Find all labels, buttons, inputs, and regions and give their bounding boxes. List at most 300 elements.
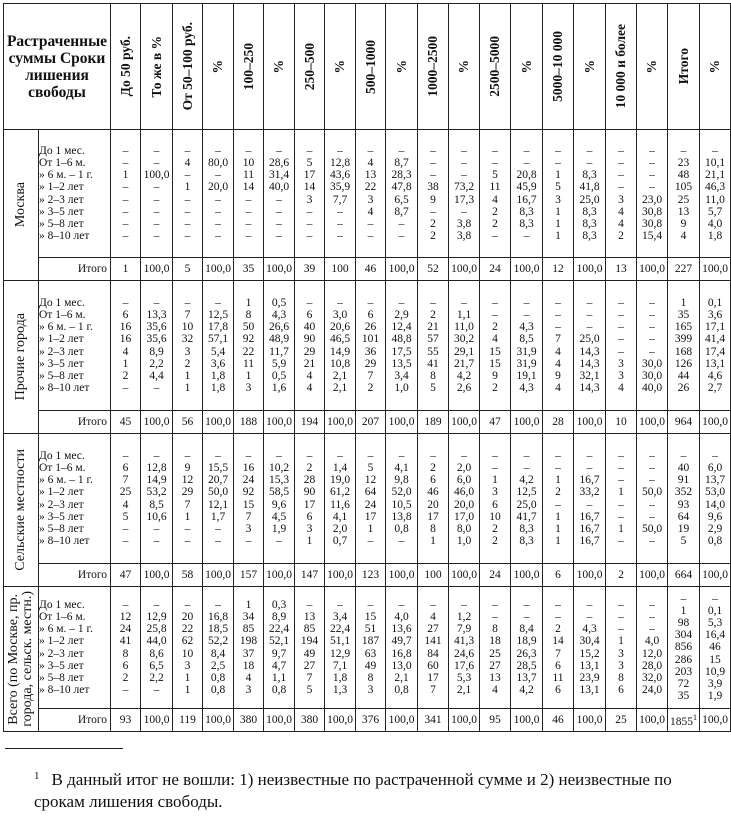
column-header [700, 4, 731, 130]
value-cell: 2,2 [149, 357, 164, 370]
value-column [637, 587, 668, 709]
value-cell: 2,6 [456, 382, 472, 395]
value-cell: 8,5 [149, 498, 164, 511]
total-cell [141, 564, 173, 587]
value-cell: 32 [181, 333, 194, 346]
value-cell: 19,1 [516, 369, 537, 382]
value-cell: 2,0 [456, 461, 472, 474]
value-cell: – [184, 217, 191, 230]
value-cell: – [215, 230, 221, 243]
value-cell: – [555, 461, 561, 474]
value-cell: 1,8 [210, 382, 226, 395]
value-cell: – [122, 522, 129, 535]
value-cell: 7 [122, 474, 129, 487]
value-cell: 44,0 [146, 635, 167, 648]
value-cell: 12,0 [641, 647, 663, 660]
value-cell: 6 [122, 659, 129, 672]
value-cell: 856 [674, 641, 693, 654]
value-cell: 6,5 [149, 659, 164, 672]
value-column [637, 281, 668, 411]
value-cell: 13 [677, 205, 690, 218]
value-cell: 8,5 [519, 333, 534, 346]
value-cell: 6 [306, 510, 313, 523]
term-label: » 6 м. – 1 г. [39, 169, 93, 182]
value-cell: 1 [555, 169, 561, 182]
value-cell: 4 [618, 205, 624, 218]
value-cell: 15 [364, 610, 377, 623]
value-cell: 1,2 [456, 610, 472, 623]
value-cell: 9 [184, 461, 191, 474]
total-cell [264, 258, 295, 281]
value-cell: 27 [489, 659, 501, 672]
value-cell: 7 [184, 498, 191, 511]
total-cell [356, 258, 386, 281]
value-cell: – [184, 144, 191, 157]
value-column [356, 434, 386, 564]
value-cell: 8 [122, 647, 129, 660]
value-cell: 16,8 [207, 610, 229, 623]
footnote-rule [5, 748, 123, 749]
term-label: » 3–5 лет [39, 510, 84, 523]
value-cell: 29 [364, 357, 377, 370]
value-cell: 44 [677, 369, 690, 382]
value-cell: 14 [303, 181, 316, 194]
total-value: 964 [674, 416, 693, 428]
value-cell: 4 [430, 610, 436, 623]
total-value: 207 [361, 416, 380, 428]
total-value: 100,0 [451, 569, 477, 581]
value-cell: 15 [489, 357, 501, 370]
term-label: » 8–10 лет [39, 684, 90, 697]
value-cell: – [555, 156, 561, 169]
value-cell: 47,8 [391, 181, 412, 194]
value-cell: 4 [492, 684, 498, 697]
total-cell [543, 411, 574, 434]
value-cell: 3 [245, 522, 252, 535]
value-cell: 16 [119, 321, 132, 334]
value-cell: – [153, 193, 160, 206]
value-cell: 17,4 [704, 345, 726, 358]
total-value: 100,0 [388, 714, 415, 726]
column-header-label: От 50–100 руб. [179, 22, 195, 111]
value-cell: 2 [430, 461, 436, 474]
total-cell [449, 709, 480, 732]
value-cell: 20,8 [516, 169, 537, 182]
value-cell: 9,6 [271, 498, 287, 511]
total-cell [480, 564, 511, 587]
value-cell: 49,7 [391, 635, 412, 648]
total-value: 100,0 [513, 263, 540, 275]
value-cell: – [184, 598, 191, 611]
value-cell: – [306, 598, 313, 611]
value-cell: 4,0 [394, 610, 409, 623]
value-cell: 16,7 [579, 510, 600, 523]
total-value: 100,0 [702, 416, 728, 428]
value-cell: 4 [680, 230, 687, 243]
total-value: 100,0 [266, 714, 292, 726]
value-cell: – [184, 230, 191, 243]
value-cell: 4,3 [519, 382, 534, 395]
total-cell [449, 258, 480, 281]
value-cell: 10,9 [704, 665, 726, 678]
value-cell: 4 [306, 369, 313, 382]
value-cell: 36 [364, 345, 377, 358]
value-cell: 5 [306, 156, 313, 169]
value-cell: – [430, 156, 436, 169]
value-cell: 13,5 [391, 357, 412, 370]
value-cell: 13,1 [704, 357, 726, 370]
total-cell [606, 258, 637, 281]
value-cell: – [618, 296, 624, 309]
value-column [480, 587, 511, 709]
total-value: 188 [239, 416, 258, 428]
value-cell: – [215, 217, 221, 230]
value-cell: – [398, 144, 405, 157]
value-cell: 20,0 [453, 498, 475, 511]
value-cell: 8,3 [582, 169, 597, 182]
value-cell: 4,1 [394, 461, 409, 474]
value-cell: 1,8 [210, 369, 226, 382]
value-cell: – [337, 230, 343, 243]
value-cell: 6 [618, 684, 624, 697]
value-cell: 2,1 [394, 671, 409, 684]
value-cell: – [492, 296, 498, 309]
total-value: 664 [674, 569, 693, 581]
value-cell: – [153, 205, 160, 218]
total-value: 100 [331, 263, 349, 275]
value-cell: – [555, 321, 561, 334]
value-cell: 4,3 [519, 321, 534, 334]
column-header [141, 4, 173, 130]
value-cell: 1,9 [271, 522, 287, 535]
value-cell: – [184, 449, 191, 462]
value-column [700, 130, 731, 258]
value-cell: 0,8 [707, 535, 723, 548]
value-cell: 55 [427, 345, 439, 358]
total-cell [173, 258, 203, 281]
total-cell [173, 411, 203, 434]
total-cell [700, 709, 731, 732]
value-cell: 5 [306, 684, 313, 697]
value-cell: 5,3 [707, 617, 723, 630]
value-cell: – [618, 169, 624, 182]
value-cell: – [492, 144, 498, 157]
value-cell: 8 [430, 369, 436, 382]
value-cell: 1,0 [394, 382, 409, 395]
value-column [480, 281, 511, 411]
value-column [264, 587, 295, 709]
value-cell: 2 [122, 671, 129, 684]
total-value: 1 [122, 263, 129, 275]
value-cell: 17,3 [453, 193, 475, 206]
term-label: От 1–6 м. [39, 308, 86, 321]
value-column [325, 587, 356, 709]
term-label: » 3–5 лет [39, 205, 84, 218]
total-value: 100,0 [388, 569, 415, 581]
column-header [234, 4, 264, 130]
value-cell: 9,8 [394, 474, 409, 487]
value-cell: 1,7 [210, 510, 226, 523]
region-label [4, 434, 39, 587]
value-cell: 16,7 [579, 522, 600, 535]
value-column [141, 130, 173, 258]
total-cell [295, 411, 325, 434]
value-cell: 41 [119, 635, 132, 648]
value-cell: 12,4 [391, 321, 412, 334]
value-cell: 3,4 [332, 610, 348, 623]
value-column [295, 130, 325, 258]
value-cell: 2 [618, 230, 624, 243]
total-cell [203, 564, 234, 587]
value-cell: 10,1 [704, 156, 726, 169]
value-cell: – [367, 598, 374, 611]
value-cell: 5 [492, 169, 498, 182]
value-cell: 29,1 [453, 345, 475, 358]
term-label: До 1 мес. [39, 144, 85, 157]
total-cell [356, 709, 386, 732]
section-data-row [4, 281, 731, 411]
value-cell: – [618, 598, 624, 611]
value-cell: 0,5 [271, 369, 287, 382]
value-cell: 40 [303, 321, 316, 334]
value-cell: 28,3 [391, 169, 412, 182]
value-cell: 30,2 [453, 333, 475, 346]
value-cell: 1 [555, 474, 561, 487]
value-cell: 1 [492, 474, 498, 487]
section-total-row [4, 411, 731, 434]
value-cell: 10,5 [391, 498, 412, 511]
value-cell: 23,0 [641, 193, 663, 206]
value-cell: 6 [492, 498, 498, 511]
total-cell [574, 709, 606, 732]
value-column [203, 587, 234, 709]
total-cell [325, 709, 356, 732]
value-cell: – [649, 333, 655, 346]
value-column [668, 281, 700, 411]
value-cell: 60 [427, 659, 439, 672]
total-value: 100,0 [639, 714, 665, 726]
value-column [295, 281, 325, 411]
total-value: 39 [303, 263, 316, 275]
total-cell [543, 258, 574, 281]
value-cell: – [337, 217, 343, 230]
value-cell: 52,1 [268, 635, 290, 648]
region-label-text: Прочие города [12, 313, 28, 401]
value-cell: 5,3 [456, 671, 472, 684]
value-cell: 4 [306, 382, 313, 395]
column-header-label: 100–250 [240, 42, 256, 91]
value-cell: 2 [367, 382, 374, 395]
value-cell: 26 [364, 321, 377, 334]
value-column [173, 434, 203, 564]
value-cell: 18,9 [516, 635, 537, 648]
value-cell: 6,0 [456, 474, 472, 487]
value-cell: – [492, 461, 498, 474]
region-label [4, 587, 39, 732]
value-cell: 1 [618, 522, 624, 535]
column-header-label: % [271, 59, 287, 74]
total-value: 47 [489, 416, 501, 428]
total-cell [264, 564, 295, 587]
value-column [543, 130, 574, 258]
value-cell: 25,8 [146, 623, 167, 636]
value-cell: 22,4 [329, 623, 351, 636]
value-cell: – [618, 144, 624, 157]
value-cell: 15 [242, 498, 255, 511]
total-cell [295, 564, 325, 587]
value-cell: 352 [674, 486, 693, 499]
value-column [606, 281, 637, 411]
total-value: 100,0 [327, 569, 353, 581]
column-header-label: % [456, 59, 472, 74]
value-cell: 105 [674, 181, 693, 194]
value-cell: 8,4 [210, 647, 226, 660]
value-cell: 10 [489, 510, 501, 523]
term-label: » 5–8 лет [39, 671, 84, 684]
value-cell: 1,9 [707, 690, 723, 703]
value-cell: – [398, 296, 405, 309]
value-cell: 21 [303, 357, 316, 370]
value-cell: 7 [306, 671, 313, 684]
value-cell: – [367, 217, 374, 230]
value-column [511, 434, 543, 564]
total-value: 10 [615, 416, 627, 428]
value-column [264, 130, 295, 258]
value-cell: 46,5 [329, 333, 351, 346]
value-cell: 15,2 [579, 647, 600, 660]
value-cell: 11 [242, 357, 255, 370]
value-cell: – [153, 684, 160, 697]
total-value: 100,0 [266, 416, 292, 428]
value-cell: 187 [361, 635, 380, 648]
value-column [173, 587, 203, 709]
total-label: Итого [39, 258, 111, 281]
value-cell: 1 [184, 671, 191, 684]
value-cell: 21,7 [453, 357, 475, 370]
value-cell: 1 [680, 296, 687, 309]
total-value: 100,0 [639, 263, 665, 275]
value-cell: 17,8 [207, 321, 229, 334]
value-cell: 1,0 [456, 535, 472, 548]
value-cell: 14 [552, 635, 564, 648]
value-cell: 23,9 [579, 671, 600, 684]
column-header [325, 4, 356, 130]
total-value: 5 [184, 263, 191, 275]
total-cell [511, 258, 543, 281]
value-cell: 2 [492, 217, 498, 230]
value-cell: 1 [367, 522, 374, 535]
value-cell: 18,5 [207, 623, 229, 636]
total-cell [637, 709, 668, 732]
value-column [449, 130, 480, 258]
total-value: 123 [361, 569, 380, 581]
value-cell: 4 [122, 498, 129, 511]
value-cell: 2,1 [332, 369, 348, 382]
value-cell: – [555, 449, 561, 462]
term-labels [39, 434, 111, 564]
value-cell: – [555, 598, 561, 611]
value-cell: 51,1 [329, 635, 351, 648]
value-cell: 8,6 [149, 647, 164, 660]
value-cell: 8 [618, 671, 624, 684]
value-cell: – [276, 535, 282, 548]
value-cell: 12,8 [329, 156, 351, 169]
value-cell: 17 [427, 510, 439, 523]
value-cell: 4,2 [519, 474, 534, 487]
value-cell: 11,0 [705, 193, 725, 206]
value-column [386, 434, 418, 564]
value-cell: – [680, 449, 687, 462]
total-cell [234, 564, 264, 587]
value-cell: 26,6 [268, 321, 290, 334]
value-cell: 11,0 [454, 321, 474, 334]
total-value: 100,0 [576, 416, 603, 428]
value-cell: 35 [677, 308, 690, 321]
value-cell: 15,5 [207, 461, 229, 474]
value-cell: 19 [677, 522, 690, 535]
value-cell: 2,1 [332, 382, 348, 395]
value-cell: 1 [245, 296, 252, 309]
value-cell: 4 [555, 345, 561, 358]
value-cell: 14 [242, 181, 255, 194]
value-cell: 24 [242, 474, 255, 487]
value-cell: – [430, 296, 436, 309]
column-header-label: Итого [675, 48, 691, 85]
total-cell [264, 411, 295, 434]
value-cell: 5 [122, 510, 129, 523]
value-cell: 6,0 [707, 461, 723, 474]
value-column [295, 587, 325, 709]
value-cell: 3,9 [707, 677, 723, 690]
value-column [574, 587, 606, 709]
value-cell: 12 [181, 474, 194, 487]
value-cell: – [153, 144, 160, 157]
total-value: 6 [555, 569, 561, 581]
value-cell: 27 [427, 623, 439, 636]
value-cell: 19,0 [329, 474, 351, 487]
value-cell: 30,0 [641, 357, 663, 370]
value-cell: 31,4 [268, 169, 290, 182]
value-cell: 4 [122, 345, 129, 358]
total-cell [141, 258, 173, 281]
total-cell [141, 411, 173, 434]
value-cell: – [122, 144, 129, 157]
value-cell: – [306, 296, 313, 309]
total-cell [637, 564, 668, 587]
value-cell: 84 [427, 647, 439, 660]
value-cell: – [153, 449, 160, 462]
value-cell: 5,4 [210, 345, 226, 358]
value-cell: – [276, 144, 282, 157]
value-cell: 7 [367, 369, 374, 382]
value-cell: 28,5 [516, 659, 537, 672]
value-cell: – [618, 498, 624, 511]
total-value: 100 [424, 569, 442, 581]
value-cell: – [153, 181, 160, 194]
value-column [668, 587, 700, 709]
value-cell: 30,8 [641, 205, 663, 218]
value-cell: 12,9 [146, 610, 167, 623]
column-header-label: 250–500 [301, 42, 317, 91]
total-cell [480, 709, 511, 732]
value-cell: 3 [618, 647, 624, 660]
value-cell: 8 [367, 671, 374, 684]
value-cell: 7,1 [332, 659, 348, 672]
total-cell [606, 564, 637, 587]
value-cell: 11,7 [269, 345, 289, 358]
value-cell: – [337, 144, 343, 157]
total-cell [574, 411, 606, 434]
